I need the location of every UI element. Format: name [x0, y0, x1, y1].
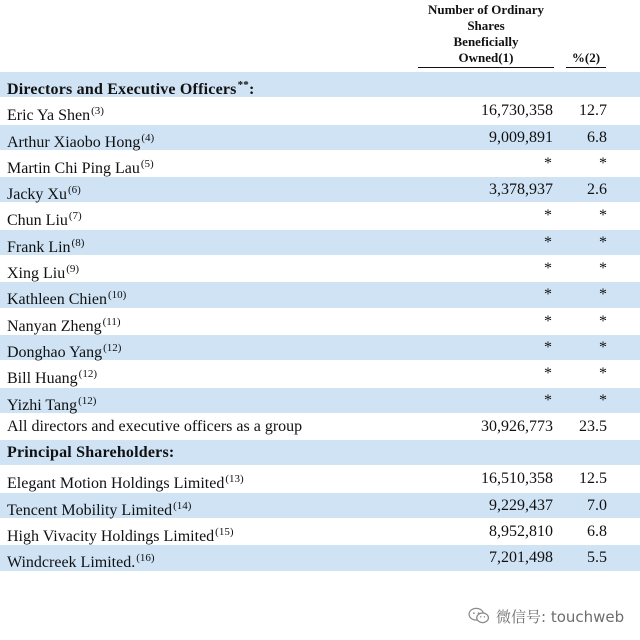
table-row	[0, 466, 640, 492]
footnote-ref: (12)	[103, 341, 122, 354]
shares-owned: *	[544, 365, 552, 383]
holder-name-suffix: :	[249, 81, 255, 98]
percent-owned: *	[599, 286, 607, 304]
table-row	[0, 177, 640, 203]
percent-owned: *	[599, 233, 607, 251]
percent-owned: 7.0	[587, 496, 607, 514]
holder-name-text: Arthur Xiaobo Hong	[7, 133, 141, 151]
footnote-ref: (6)	[67, 184, 81, 197]
shares-header-line: Number of Ordinary	[427, 2, 545, 17]
holder-name-text: Martin Chi Ping Lau	[7, 159, 140, 177]
shares-owned: *	[544, 207, 552, 225]
shares-owned: 16,510,358	[481, 470, 553, 488]
percent-owned: *	[599, 154, 607, 172]
ownership-table	[0, 72, 640, 572]
shares-owned: *	[544, 260, 552, 278]
percent-owned: 6.8	[587, 523, 607, 541]
watermark	[468, 601, 624, 631]
table-row	[0, 309, 640, 335]
footnote-ref: (8)	[71, 236, 85, 249]
shares-owned: 30,926,773	[481, 417, 553, 435]
shares-owned: 3,378,937	[489, 181, 553, 199]
watermark-text: 微信号: touchweb	[496, 607, 625, 626]
percent-owned: 5.5	[587, 549, 607, 567]
shares-owned: *	[544, 154, 552, 172]
shares-column-header	[418, 2, 554, 66]
footnote-ref: (9)	[66, 263, 80, 276]
table-row	[0, 256, 640, 282]
holder-name-text: Jacky Xu	[7, 186, 67, 204]
table-row	[0, 282, 640, 308]
holder-name-text: Principal Shareholders	[7, 444, 169, 462]
holder-name-text: Tencent Mobility Limited	[7, 501, 173, 519]
table-row	[0, 98, 640, 124]
table-row	[0, 335, 640, 361]
percent-owned: *	[599, 312, 607, 330]
wechat-icon	[468, 607, 490, 625]
shares-header-line: Shares	[467, 18, 505, 33]
percent-header-label: %(2)	[571, 50, 601, 65]
table-row	[0, 493, 640, 519]
footnote-ref: (4)	[141, 131, 155, 144]
percent-column-header	[566, 50, 606, 66]
footnote-ref: (5)	[140, 157, 154, 170]
percent-owned: 12.5	[579, 470, 607, 488]
percent-owned: 2.6	[587, 181, 607, 199]
shares-owned: 7,201,498	[489, 549, 553, 567]
percent-owned: 6.8	[587, 128, 607, 146]
footnote-ref: (15)	[215, 526, 234, 539]
table-row	[0, 388, 640, 414]
holder-name-text: Windcreek Limited.	[7, 554, 136, 572]
shares-header-line: Beneficially	[453, 34, 519, 49]
shares-header-line: Owned(1)	[458, 50, 514, 65]
holder-name-text: Eric Ya Shen	[7, 107, 91, 125]
holder-name-text: Directors and Executive Officers	[7, 81, 237, 98]
holder-name-text: Kathleen Chien	[7, 291, 107, 309]
holder-name-text: Xing Liu	[7, 265, 66, 283]
holder-name-text: All directors and executive officers as a group	[7, 417, 303, 435]
section-header-row	[0, 72, 640, 98]
holder-name-text: Yizhi Tang	[7, 396, 78, 414]
header-underline	[418, 67, 554, 68]
header-underline	[566, 67, 606, 68]
holder-name-text: Bill Huang	[7, 370, 78, 388]
holder-name-text: Frank Lin	[7, 238, 71, 256]
table-row	[0, 361, 640, 387]
table-row	[0, 151, 640, 177]
footnote-ref: (11)	[102, 315, 121, 328]
percent-owned: 23.5	[579, 417, 607, 435]
table-row	[0, 414, 640, 440]
section-header-row	[0, 440, 640, 466]
percent-owned: *	[599, 207, 607, 225]
table-row	[0, 125, 640, 151]
percent-owned: *	[599, 391, 607, 409]
footnote-ref: (10)	[107, 289, 127, 302]
holder-name-text: Donghao Yang	[7, 343, 103, 361]
holder-name	[7, 545, 155, 576]
footnote-ref: (7)	[68, 210, 82, 223]
shares-owned: 9,229,437	[489, 496, 553, 514]
shares-owned: 16,730,358	[481, 102, 553, 120]
table-row	[0, 203, 640, 229]
shares-owned: 9,009,891	[489, 128, 553, 146]
percent-owned: *	[599, 365, 607, 383]
holder-name-text: Chun Liu	[7, 212, 68, 230]
holder-name-suffix: :	[168, 444, 175, 462]
percent-owned: 12.7	[579, 102, 607, 120]
holder-name-text: Elegant Motion Holdings Limited	[7, 475, 225, 493]
shares-owned: *	[544, 286, 552, 304]
footnote-ref: (14)	[173, 499, 192, 512]
footnote-ref: **	[237, 79, 250, 91]
shares-owned: 8,952,810	[489, 523, 553, 541]
footnote-ref: (12)	[78, 368, 97, 381]
footnote-ref: (16)	[136, 552, 155, 565]
shares-owned: *	[544, 233, 552, 251]
shares-owned: *	[544, 312, 552, 330]
holder-name	[7, 414, 302, 440]
percent-owned: *	[599, 260, 607, 278]
percent-owned: *	[599, 338, 607, 356]
holder-name-text: Nanyan Zheng	[7, 317, 102, 335]
footnote-ref: (3)	[91, 105, 104, 118]
table-row	[0, 545, 640, 571]
holder-name	[7, 440, 174, 466]
holder-name-text: High Vivacity Holdings Limited	[7, 528, 215, 546]
footnote-ref: (13)	[225, 473, 244, 486]
table-row	[0, 519, 640, 545]
table-header	[0, 0, 640, 72]
shares-owned: *	[544, 338, 552, 356]
shares-owned: *	[544, 391, 552, 409]
table-row	[0, 230, 640, 256]
footnote-ref: (12)	[78, 394, 97, 407]
